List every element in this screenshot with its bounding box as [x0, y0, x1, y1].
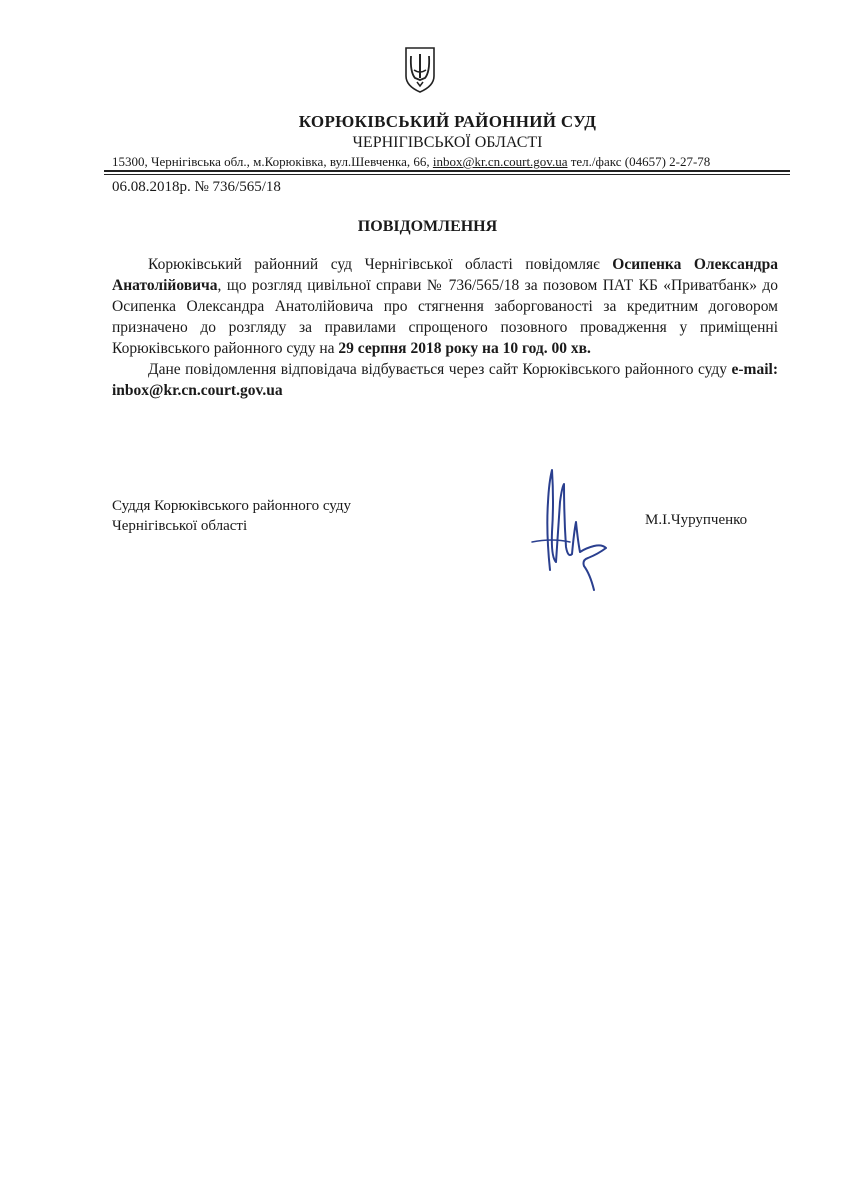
- p1-text-c: , що розгляд цивільної справи № 736/565/18 за позовом ПАТ КБ «Приватбанк» до Осипенка Олександра Анатолійовича про стягнення заборгованості за кредитним договором призначено до розгляду за правилами спрощеного позовного провадження у приміщенні Корюківського районного суду на: [112, 277, 778, 357]
- court-name: КОРЮКІВСЬКИЙ РАЙОННИЙ СУД: [298, 112, 597, 131]
- judge-title: [112, 496, 351, 536]
- p1-text-a: Корюківський районний суд Чернігівської області повідомляє: [148, 256, 613, 273]
- address-text: 15300, Чернігівська обл., м.Корюківка, вул.Шевченка, 66,: [112, 154, 433, 169]
- court-phone: тел./факс (04657) 2-27-78: [567, 154, 711, 169]
- notice-paragraph-1: [112, 254, 778, 359]
- notice-body: [112, 254, 778, 401]
- judge-title-line-1: Суддя Корюківського районного суду: [112, 498, 351, 514]
- date-and-case-number: 06.08.2018р. № 736/565/18: [112, 179, 281, 195]
- judge-name: М.І.Чурупченко: [645, 512, 748, 528]
- document-title: ПОВІДОМЛЕННЯ: [357, 218, 498, 235]
- defendant-name: Осипенка Олександра Анатолійовича: [112, 256, 778, 294]
- p2-text-a: Дане повідомлення відповідача відбувається через сайт Корюківського районного суду: [148, 361, 732, 378]
- court-address: [112, 154, 792, 170]
- notice-email: e-mail: inbox@kr.cn.court.gov.ua: [112, 361, 778, 399]
- trident-emblem-icon: [403, 46, 437, 94]
- handwritten-signature: [522, 462, 622, 592]
- court-region: ЧЕРНІГІВСЬКОЇ ОБЛАСТІ: [352, 134, 543, 151]
- notice-paragraph-2: [112, 359, 778, 401]
- judge-title-line-2: Чернігівської області: [112, 518, 248, 534]
- court-email-link[interactable]: inbox@kr.cn.court.gov.ua: [432, 154, 568, 169]
- header-rule-thin: [104, 174, 790, 175]
- hearing-datetime: 29 серпня 2018 року на 10 год. 00 хв.: [338, 340, 591, 357]
- header-rule-thick: [104, 170, 790, 172]
